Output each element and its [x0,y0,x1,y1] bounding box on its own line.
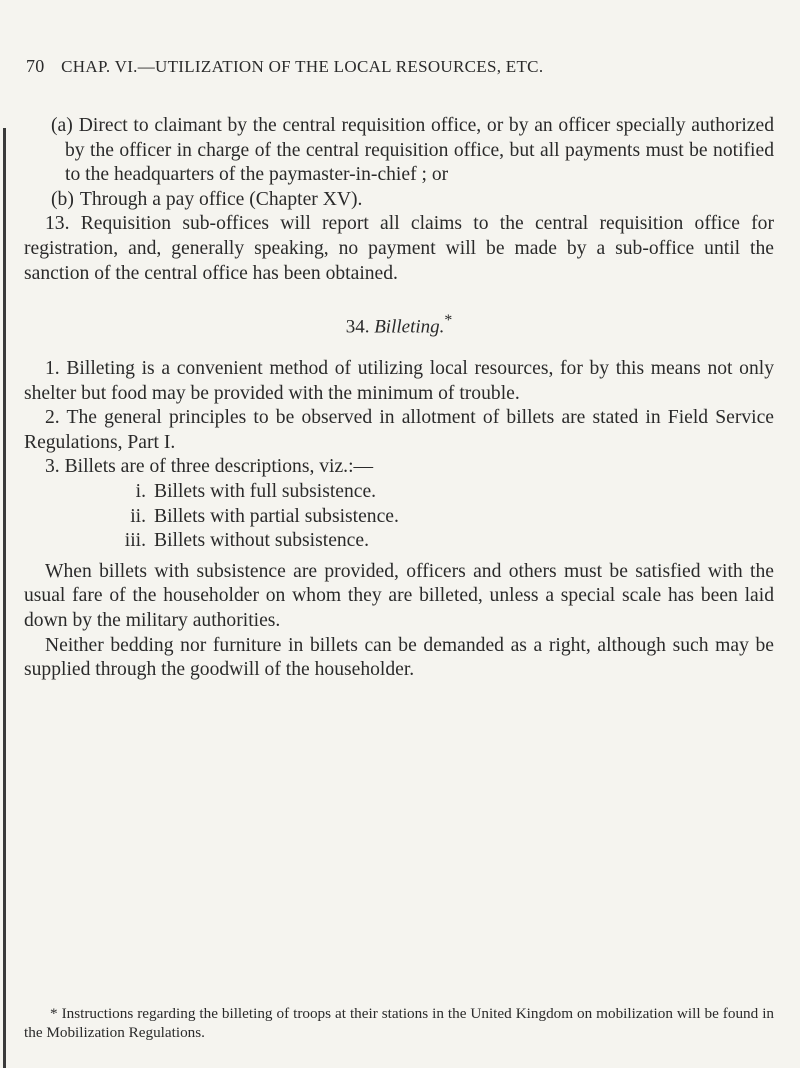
paragraph-13: 13. Requisition sub-offices will report all claims to the central requisition office for registration, and, generally speaking, no payment will be made by a sub-office until the sanction of the central office has been obtained. [24,213,774,284]
section-heading [24,309,774,340]
paragraph-neither: Neither bedding nor furniture in billets can be demanded as a right, although such may be supplied through the goodwill of the householder. [24,634,774,681]
footnote-text: Instructions regarding the billeting of troops at their stations in the United Kingdom on mobilization will be found in the Mobilization Regulations. [24,1005,775,1041]
paragraph-when: When billets with subsistence are provided, officers and others must be satisfied with the usual fare of the householder on whom they are billeted, unless a special scale has been laid down by the military authorities. [24,560,774,632]
billet-type-item [24,529,774,554]
section-number: 34. [345,316,370,338]
page-body [24,114,774,683]
margin-rule [3,128,6,1068]
billet-type-text: Billets without subsistence. [154,530,369,552]
billet-type-number: ii. [130,505,146,527]
footnote [24,1004,774,1042]
footnote-marker: * [50,1005,58,1022]
subitem-b [24,188,774,213]
subitem-a [24,114,774,188]
running-header [26,56,760,77]
subitem-text: Direct to claimant by the central requisition office, or by an officer specially authorized by the officer in charge of the central requisition office, but all payments must be notified to the headquarters of the paymaster-in-chief ; or [65,115,774,186]
billet-type-item [24,505,774,530]
footnote-marker: * [444,312,453,330]
billet-type-text: Billets with full subsistence. [154,481,377,503]
paragraph-3: 3. Billets are of three descriptions, viz.:— [45,456,374,478]
subitem-text: Through a pay office (Chapter XV). [79,188,363,210]
subitem-label: (a) [51,115,73,136]
billet-type-number: i. [135,481,146,503]
billet-type-item [24,480,774,505]
billet-type-text: Billets with partial subsistence. [154,505,399,527]
billet-type-number: iii. [124,530,146,552]
paragraph-2: 2. The general principles to be observed in allotment of billets are stated in Field Service Regulations, Part I. [24,407,774,453]
page-number: 70 [26,56,45,76]
paragraph-1: 1. Billeting is a convenient method of utilizing local resources, for by this means not only shelter but food may be provided with the minimum of trouble. [24,358,774,404]
running-title: CHAP. VI.—UTILIZATION OF THE LOCAL RESOURCES, ETC. [61,57,544,76]
section-title: Billeting. [374,316,445,338]
subitem-label: (b) [51,188,74,210]
